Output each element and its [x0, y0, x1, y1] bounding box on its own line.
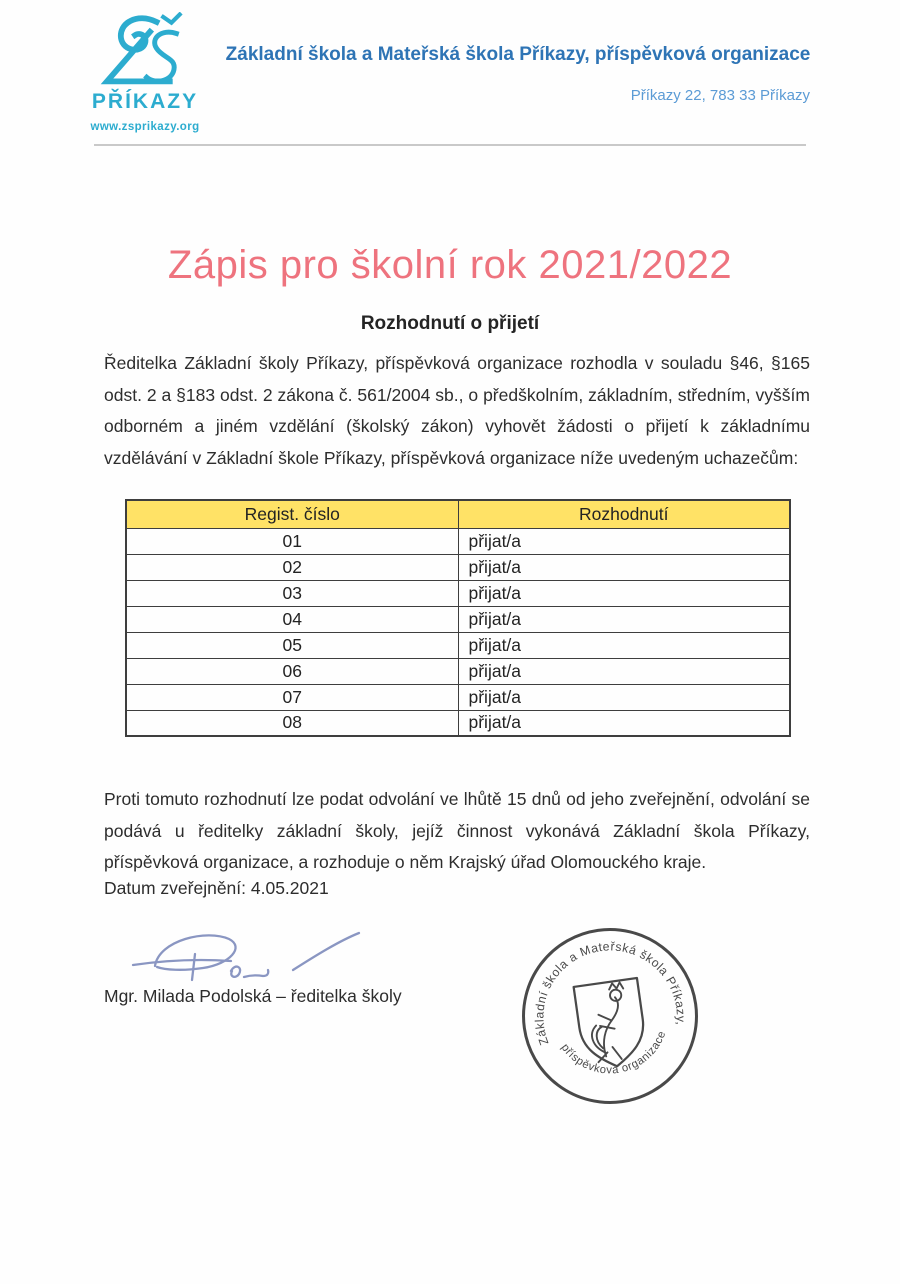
- regist-number-cell: 07: [126, 684, 458, 710]
- svg-text:příspěvková organizace: [558, 1028, 673, 1084]
- admission-table: [125, 499, 791, 737]
- table-row: [126, 580, 790, 606]
- decision-cell: přijat/a: [458, 710, 790, 736]
- decision-cell: přijat/a: [458, 632, 790, 658]
- appeal-paragraph: Proti tomuto rozhodnutí lze podat odvolání ve lhůtě 15 dnů od jeho zveřejnění, odvolání se podává u ředitelky základní školy, jejíž činnost vykonává Základní škola Příkazy, příspěvková organizace, a rozhoduje o něm Krajský úřad Olomouckého kraje.: [104, 789, 810, 872]
- decision-header: Rozhodnutí: [458, 500, 790, 528]
- decision-cell: přijat/a: [458, 684, 790, 710]
- school-logo: [70, 12, 220, 133]
- publication-date: Datum zveřejnění: 4.05.2021: [104, 878, 329, 898]
- document-title: Zápis pro školní rok 2021/2022: [167, 243, 733, 287]
- decision-cell: přijat/a: [458, 658, 790, 684]
- table-row: [126, 606, 790, 632]
- stamp-bottom-text: příspěvková organizace: [558, 1029, 669, 1077]
- regist-number-cell: 08: [126, 710, 458, 736]
- table-row: [126, 554, 790, 580]
- stamp-top-text: Základní škola a Mateřská škola Příkazy,: [532, 939, 688, 1048]
- logo-school-name: PŘÍKAZY: [91, 90, 199, 113]
- decision-cell: přijat/a: [458, 528, 790, 554]
- decision-cell: přijat/a: [458, 580, 790, 606]
- school-stamp: [504, 910, 716, 1122]
- admission-table-body: [126, 528, 790, 736]
- document-subtitle: Rozhodnutí o přijetí: [360, 313, 540, 334]
- school-name-heading: Základní škola a Mateřská škola Příkazy, příspěvková organizace: [225, 44, 811, 65]
- regist-number-cell: 05: [126, 632, 458, 658]
- decision-cell: přijat/a: [458, 606, 790, 632]
- table-row: [126, 658, 790, 684]
- regist-number-cell: 04: [126, 606, 458, 632]
- table-row: [126, 632, 790, 658]
- table-row: [126, 528, 790, 554]
- regist-number-cell: 03: [126, 580, 458, 606]
- school-address: Příkazy 22, 783 33 Příkazy: [630, 87, 810, 104]
- handwritten-signature: [125, 928, 375, 990]
- logo-website: www.zsprikazy.org: [90, 121, 200, 133]
- regist-number-cell: 02: [126, 554, 458, 580]
- regist-number-header: Regist. číslo: [126, 500, 458, 528]
- intro-paragraph: Ředitelka Základní školy Příkazy, příspěvková organizace rozhodla v souladu §46, §165 odst. 2 a §183 odst. 2 zákona č. 561/2004 sb., o předškolním, základním, středním, vyšším odborném a jiném vzdělání (školský zákon) vyhovět žádosti o přijetí k základnímu vzdělávání v Základní škole Příkazy, příspěvková organizace níže uvedeným uchazečům:: [104, 353, 810, 468]
- table-row: [126, 710, 790, 736]
- regist-number-cell: 06: [126, 658, 458, 684]
- decision-cell: přijat/a: [458, 554, 790, 580]
- zs-monogram-icon: [95, 12, 195, 88]
- table-row: [126, 684, 790, 710]
- regist-number-cell: 01: [126, 528, 458, 554]
- signer-name: Mgr. Milada Podolská – ředitelka školy: [104, 986, 402, 1006]
- table-header-row: [126, 500, 790, 528]
- header-divider: [94, 144, 806, 146]
